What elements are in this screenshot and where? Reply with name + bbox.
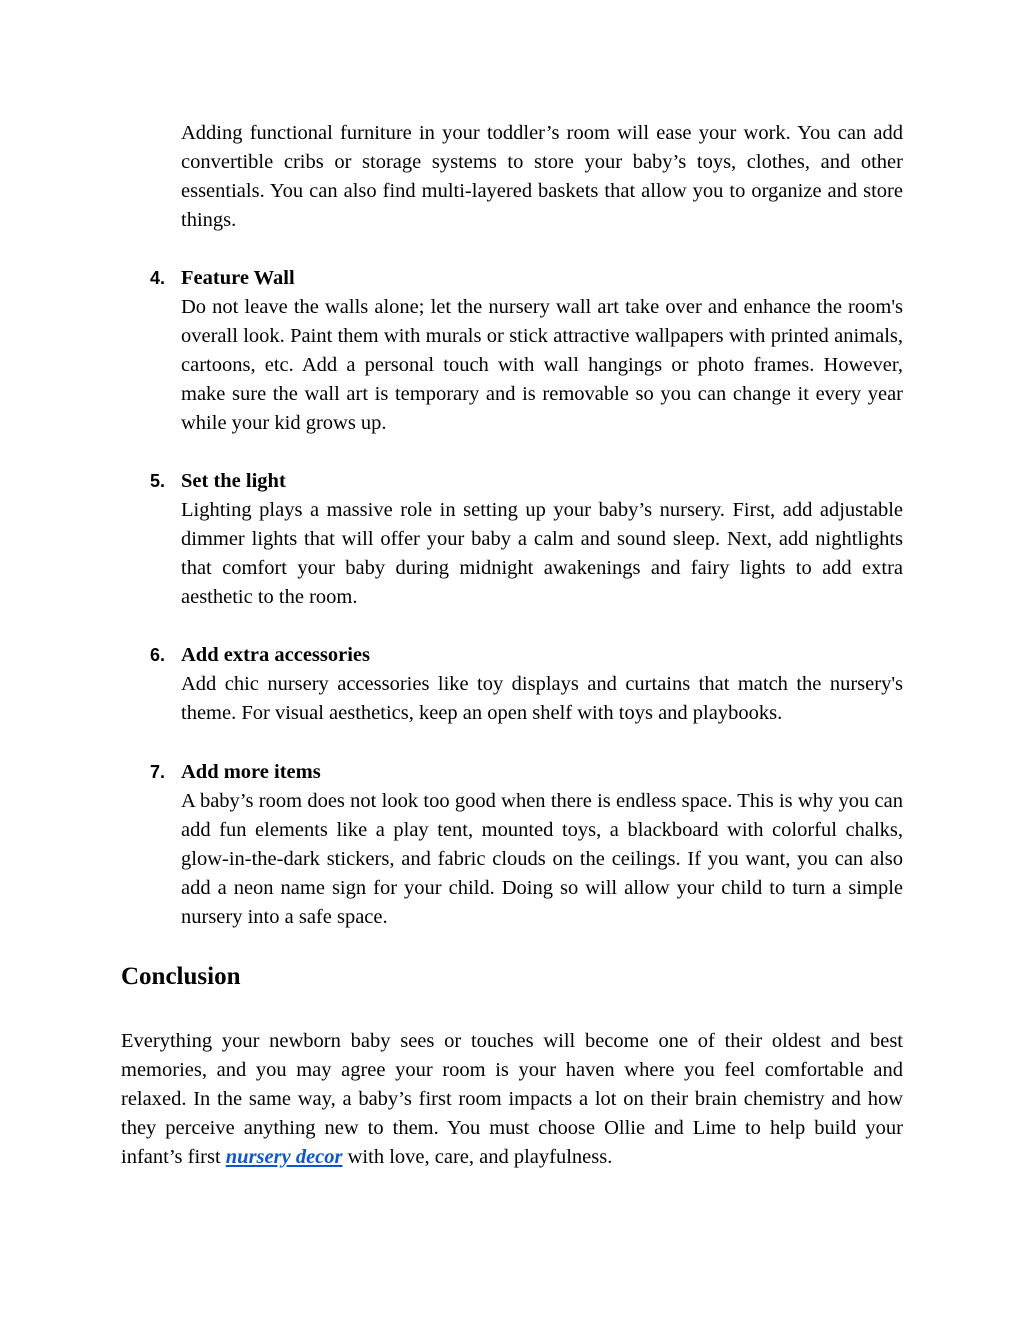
intro-paragraph: Adding functional furniture in your toddler’s room will ease your work. You can add convertible cribs or storage systems to store your baby’s toys, clothes, and other essentials. You can also find multi-layered baskets that allow you to organize and store things. xyxy=(181,122,903,231)
list-item-extra-accessories xyxy=(150,641,903,728)
list-item-heading: Add extra accessories xyxy=(181,644,371,666)
list-item-body: Add chic nursery accessories like toy displays and curtains that match the nursery's theme. For visual aesthetics, keep an open shelf with toys and playbooks. xyxy=(181,673,903,724)
list-item-heading: Set the light xyxy=(181,470,286,492)
conclusion-heading: Conclusion xyxy=(121,963,241,990)
list-item-set-the-light xyxy=(150,467,903,612)
list-item-body: Lighting plays a massive role in setting up your baby’s nursery. First, add adjustable dimmer lights that will offer your baby a calm and sound sleep. Next, add nightlights that comfort your baby during midnight awakenings and fairy lights to add extra aesthetic to the room. xyxy=(181,499,903,608)
conclusion-text-end: with love, care, and playfulness. xyxy=(342,1146,613,1168)
list-number: 5. xyxy=(150,471,166,491)
list-item-more-items xyxy=(150,758,903,932)
list-number: 4. xyxy=(150,268,166,288)
nursery-decor-link[interactable]: nursery decor xyxy=(225,1146,343,1168)
list-number: 7. xyxy=(150,762,166,782)
list-item-heading: Feature Wall xyxy=(181,267,295,289)
list-item-body: A baby’s room does not look too good when there is endless space. This is why you can add fun elements like a play tent, mounted toys, a blackboard with colorful chalks, glow-in-the-dark stickers, and fabric clouds on the ceilings. If you want, you can also add a neon name sign for your child. Doing so will allow your child to turn a simple nursery into a safe space. xyxy=(181,790,903,928)
list-item-heading: Add more items xyxy=(181,761,321,783)
conclusion-text-start: Everything your newborn baby sees or touches will become one of their oldest and best memories, and you may agree your room is your haven where you feel comfortable and relaxed. In the same way, a baby’s first room impacts a lot on their brain chemistry and how they perceive anything new to them. You must choose Ollie and Lime to help build your infant’s first xyxy=(121,1030,903,1168)
list-item-body: Do not leave the walls alone; let the nursery wall art take over and enhance the room's overall look. Paint them with murals or stick attractive wallpapers with printed animals, cartoons, etc. Add a personal touch with wall hangings or photo frames. However, make sure the wall art is temporary and is removable so you can change it every year while your kid grows up. xyxy=(181,296,903,434)
list-number: 6. xyxy=(150,645,166,665)
conclusion-paragraph xyxy=(121,1027,903,1172)
list-item-feature-wall xyxy=(150,264,903,438)
